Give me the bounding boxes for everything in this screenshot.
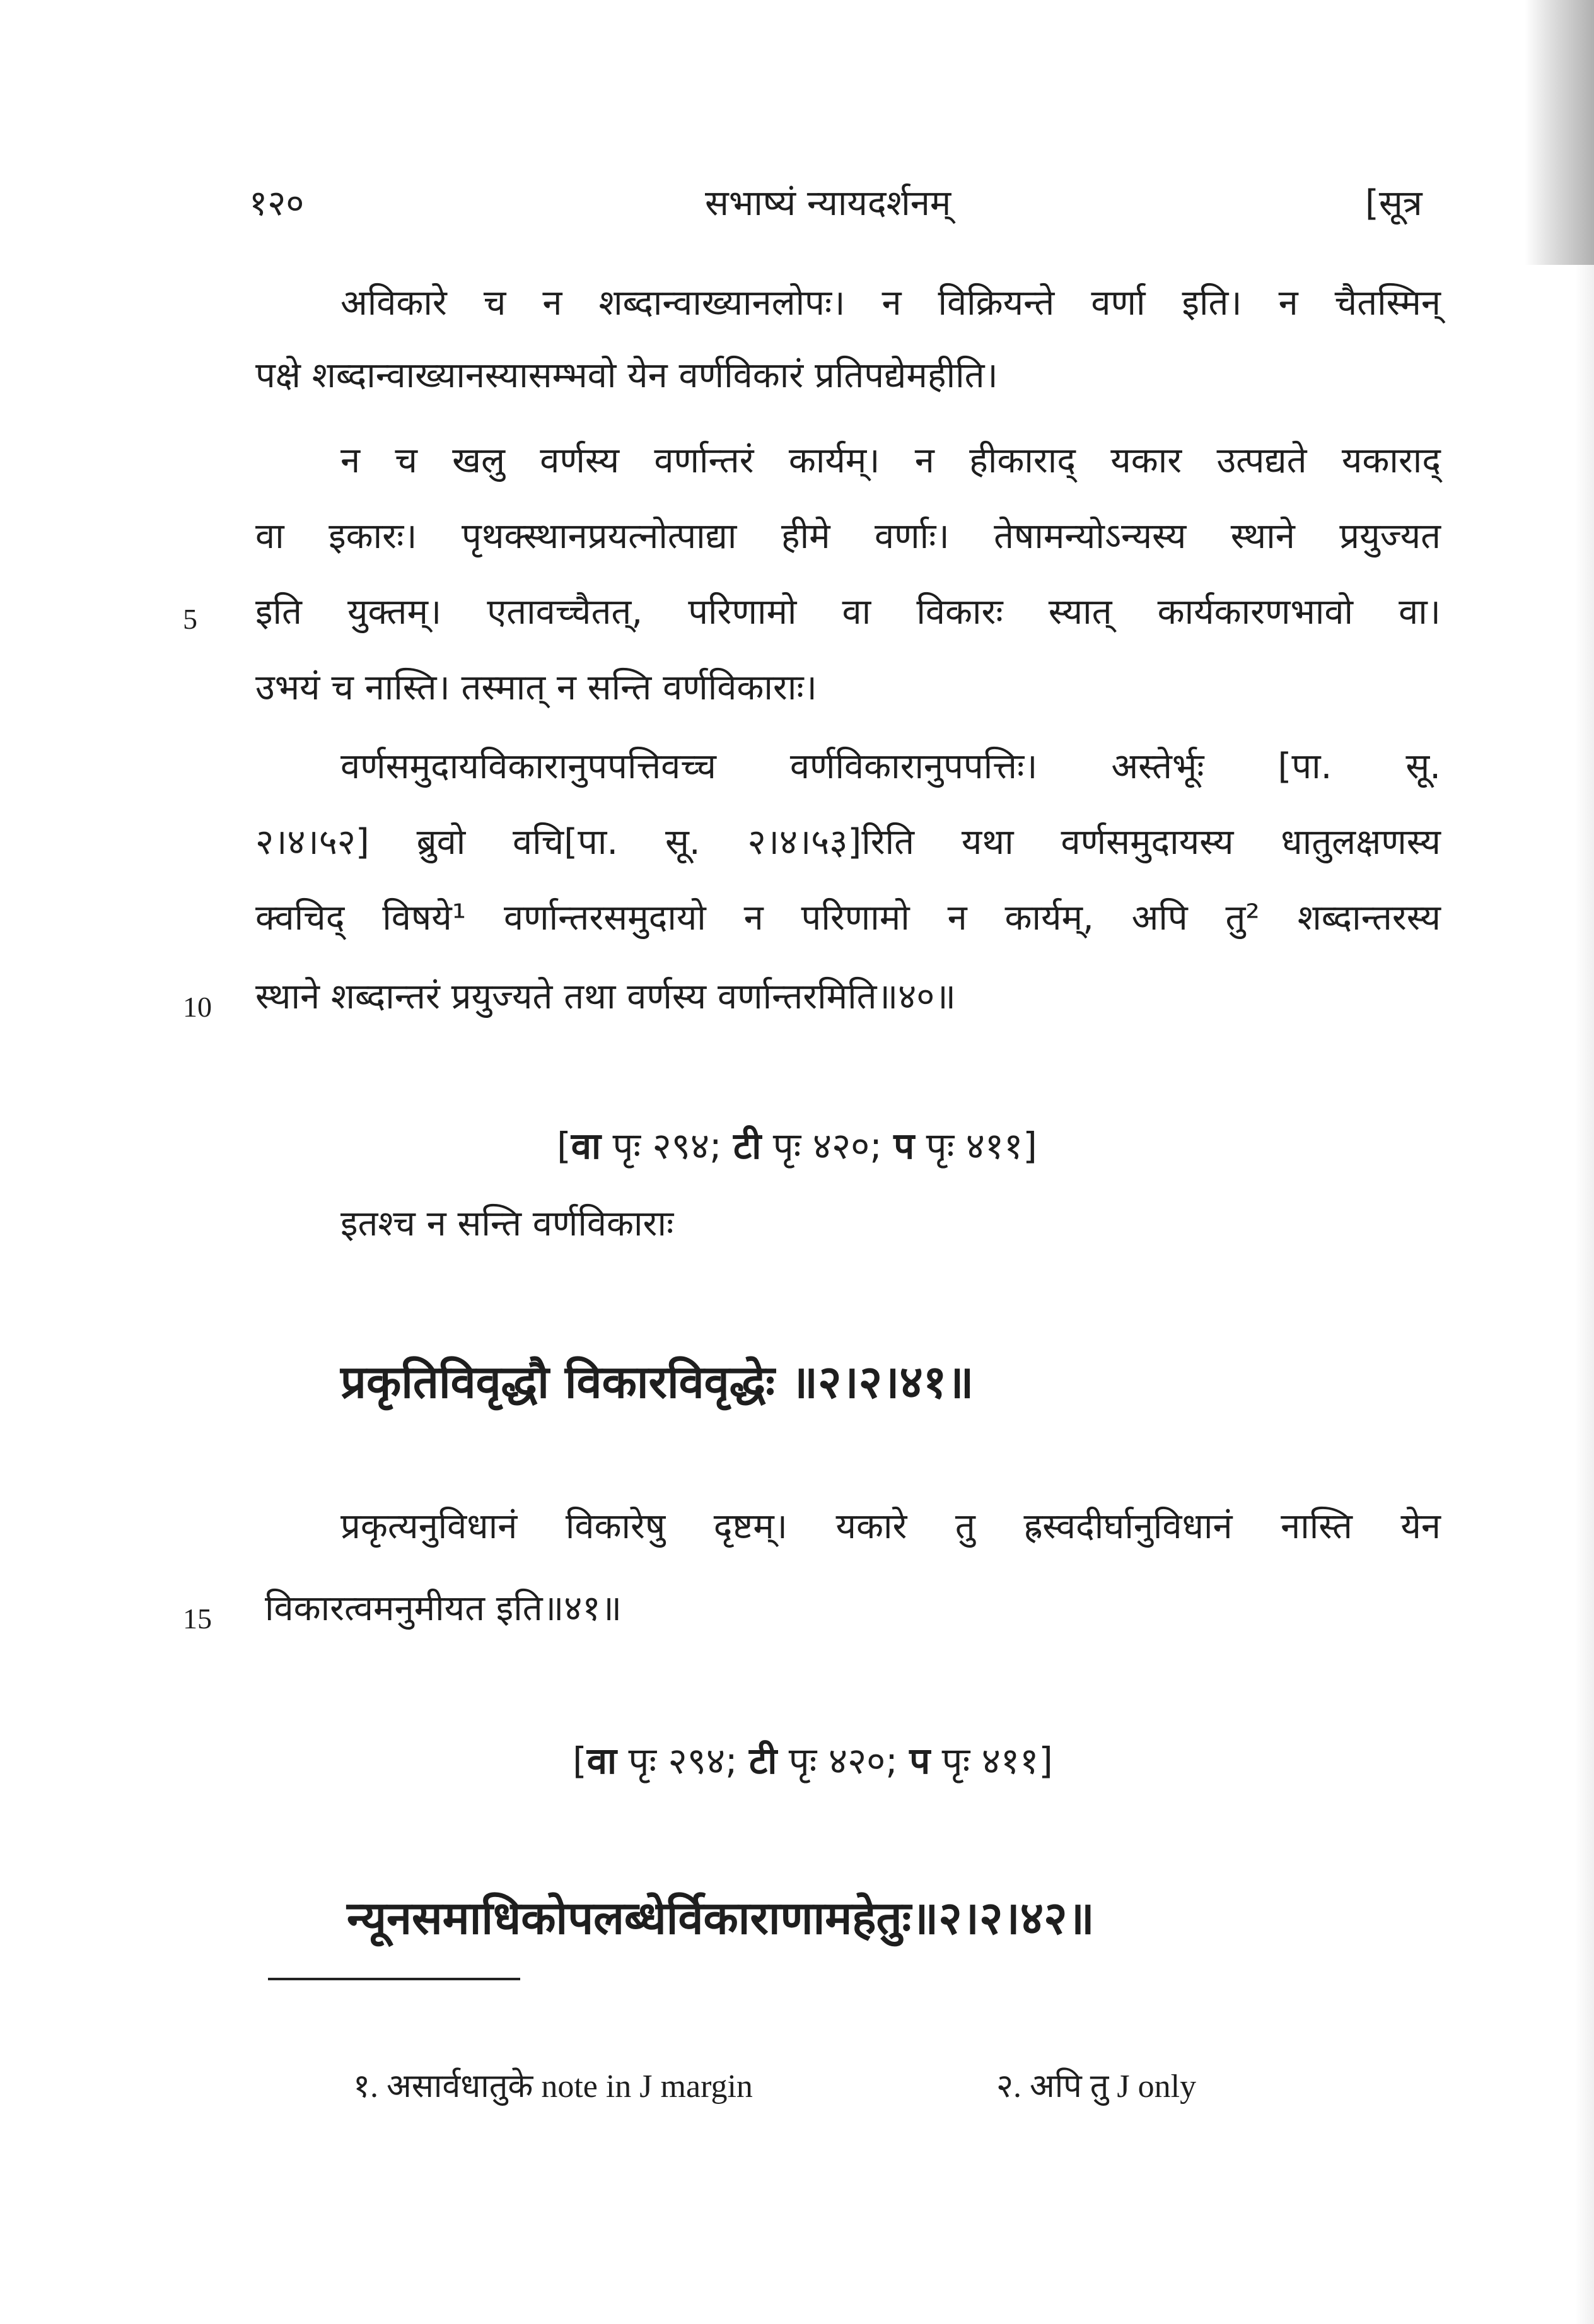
paragraph2-line3: इति युक्तम्। एतावच्चैतत्, परिणामो वा विकारः स्यात् कार्यकारणभावो वा। bbox=[255, 592, 1441, 633]
line-number-10: 10 bbox=[183, 991, 212, 1023]
scan-edge-shadow-lower bbox=[1575, 265, 1594, 2324]
paragraph3-line1: वर्णसमुदायविकारानुपपत्तिवच्च वर्णविकारानुपपत्तिः। अस्तेर्भूः [पा. सू. bbox=[340, 746, 1441, 787]
ref2-va-page: पृः २९४; bbox=[617, 1739, 750, 1782]
paragraph4-line2: विकारत्वमनुमीयत इति॥४१॥ bbox=[265, 1588, 622, 1629]
reference-line-2 bbox=[16, 1734, 1594, 1784]
intro-line: इतश्च न सन्ति वर्णविकाराः bbox=[340, 1203, 674, 1244]
ref2-open-bracket: [ bbox=[573, 1739, 587, 1782]
footnote-1: १. असार्वधातुके note in J margin bbox=[353, 2069, 753, 2105]
ref1-close-bracket: ] bbox=[1023, 1124, 1037, 1167]
paragraph1-line2: पक्षे शब्दान्वाख्यानस्यासम्भवो येन वर्णविकारं प्रतिपद्येमहीति। bbox=[255, 355, 998, 396]
ref2-ti-page: पृः ४२०; bbox=[777, 1739, 910, 1782]
scan-edge-shadow bbox=[1525, 0, 1594, 265]
line-number-15: 15 bbox=[183, 1603, 212, 1635]
line-number-5: 5 bbox=[183, 603, 197, 635]
ref2-close-bracket: ] bbox=[1038, 1739, 1053, 1782]
ref1-open-bracket: [ bbox=[557, 1124, 571, 1167]
ref2-pa-page: पृः ४११ bbox=[930, 1739, 1039, 1782]
paragraph3-line2: २।४।५२] ब्रुवो वचि[पा. सू. २।४।५३]रिति यथा वर्णसमुदायस्य धातुलक्षणस्य bbox=[255, 822, 1441, 863]
paragraph3-line4: स्थाने शब्दान्तरं प्रयुज्यते तथा वर्णस्य वर्णान्तरमिति॥४०॥ bbox=[255, 976, 956, 1017]
ref2-ti: टी bbox=[749, 1739, 777, 1782]
footnote-2: २. अपि तु J only bbox=[996, 2069, 1197, 2105]
paragraph2-line1: न च खलु वर्णस्य वर्णान्तरं कार्यम्। न हीकाराद् यकार उत्पद्यते यकाराद् bbox=[340, 440, 1441, 481]
ref1-va: वा bbox=[571, 1124, 602, 1167]
sutra-42: न्यूनसमाधिकोपलब्धेर्विकाराणामहेतुः॥२।२।४२॥ bbox=[347, 1891, 1095, 1944]
footnote-divider bbox=[268, 1978, 520, 1980]
sutra-41: प्रकृतिविवृद्धौ विकारविवृद्धेः ॥२।२।४१॥ bbox=[340, 1355, 974, 1408]
ref1-pa: प bbox=[893, 1124, 915, 1167]
paragraph2-line2: वा इकारः। पृथक्स्थानप्रयत्नोत्पाद्या हीमे वर्णाः। तेषामन्योऽन्यस्य स्थाने प्रयुज्यत bbox=[255, 516, 1441, 557]
paragraph4-line1: प्रकृत्यनुविधानं विकारेषु दृष्टम्। यकारे तु ह्रस्वदीर्घानुविधानं नास्ति येन bbox=[340, 1506, 1441, 1547]
reference-line-1 bbox=[0, 1119, 1594, 1169]
ref1-ti-page: पृः ४२०; bbox=[761, 1124, 894, 1167]
running-title: सभाष्यं न्यायदर्शनम् bbox=[705, 183, 951, 224]
section-label: [सूत्र bbox=[1365, 183, 1422, 224]
page-number: १२० bbox=[249, 183, 305, 224]
ref2-va: वा bbox=[586, 1739, 617, 1782]
ref1-ti: टी bbox=[733, 1124, 762, 1167]
paragraph1-line1: अविकारे च न शब्दान्वाख्यानलोपः। न विक्रियन्ते वर्णा इति। न चैतस्मिन् bbox=[340, 283, 1441, 324]
ref1-pa-page: पृः ४११ bbox=[914, 1124, 1023, 1167]
paragraph2-line4: उभयं च नास्ति। तस्मात् न सन्ति वर्णविकाराः। bbox=[255, 667, 817, 708]
paragraph3-line3: क्वचिद् विषये¹ वर्णान्तरसमुदायो न परिणामो न कार्यम्, अपि तु² शब्दान्तरस्य bbox=[255, 897, 1441, 938]
ref2-pa: प bbox=[909, 1739, 931, 1782]
ref1-va-page: पृः २९४; bbox=[601, 1124, 734, 1167]
